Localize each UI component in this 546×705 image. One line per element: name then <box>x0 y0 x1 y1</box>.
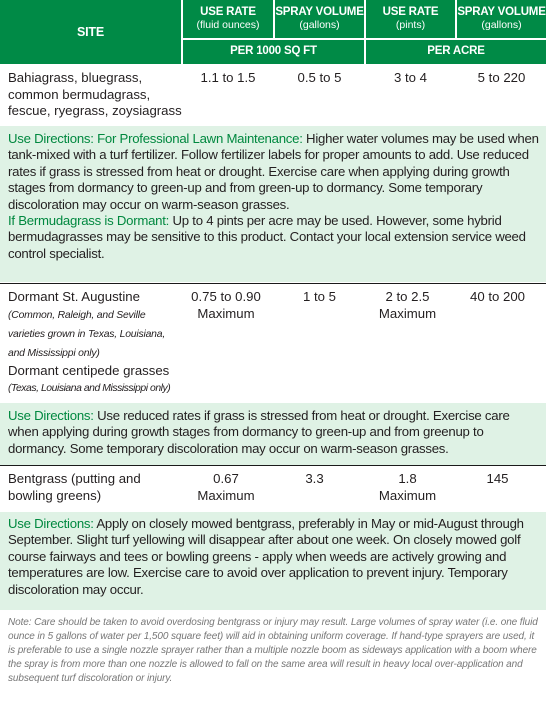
col-title: SPRAY VOLUME <box>275 6 364 18</box>
value-max: Maximum <box>378 487 437 503</box>
header-site <box>0 0 181 64</box>
col-sub: (fluid ounces) <box>196 19 260 31</box>
site-heading: SITE <box>77 25 104 39</box>
directions-label: Use Directions: <box>8 408 94 423</box>
col-title: USE RATE <box>382 6 439 18</box>
row-divider <box>0 283 546 284</box>
directions-3 <box>8 516 541 598</box>
site-line: common bermudagrass, <box>8 86 151 102</box>
row2-rate-pints <box>363 289 452 322</box>
row-divider <box>0 465 546 466</box>
group-label: PER ACRE <box>427 45 485 57</box>
footnote: Note: Care should be taken to avoid overdosing bentgrass or injury may result. Large volumes of spray water (i.e. one fluid ounce in 5 gallons of water per 1,500 square feet) will aid in obtaining uniform coverage. If hand-type sprayers are used, it is preferable to use a single nozzle sprayer rather than a multiple nozzle boom as sideways application with a boom where the spray is from more than one nozzle is allowed to fall on the same area will result in heavy local over-application and subsequent turf discoloration or injury. <box>8 617 538 684</box>
directions-text: Use reduced rates if grass is stressed from heat or drought. Exercise care when applying during growth stages from dormancy to green-up and from greenup to dormancy. Some temporary discoloration may occur on warm-season grasses. <box>8 408 510 456</box>
row2-site <box>8 289 186 398</box>
directions-text: Higher water volumes may be used when tank-mixed with a turf fertilizer. Follow fertilizer labels for proper amounts to add. Use reduced rates if grass is stressed from heat or drought. Exercise care when applying during growth stages from dormancy to green-up and from green-up to dormancy. Some temporary discoloration may occur on warm-season grasses. <box>8 131 539 212</box>
header-col-2 <box>275 0 364 38</box>
site-note: (Common, Raleigh, and Seville <box>8 309 146 321</box>
row2-volume-acre: 40 to 200 <box>470 289 525 304</box>
row1-volume-1000: 0.5 to 5 <box>297 70 342 85</box>
row1-rate-pints: 3 to 4 <box>394 70 427 85</box>
header-col-3 <box>366 0 455 38</box>
site-note: and Mississippi only) <box>8 347 100 359</box>
col-title: SPRAY VOLUME <box>457 6 546 18</box>
value-max: Maximum <box>378 305 437 321</box>
group-label: PER 1000 SQ FT <box>230 45 317 57</box>
row1-volume-acre: 5 to 220 <box>477 70 526 85</box>
row3-volume-1000: 3.3 <box>305 471 324 486</box>
row3-rate-oz <box>178 471 274 504</box>
row1-site <box>8 70 183 120</box>
directions-label: Use Directions: For Professional Lawn Maintenance: <box>8 131 303 146</box>
value-max: Maximum <box>197 305 255 321</box>
value-max: Maximum <box>197 487 255 503</box>
site-line: fescue, ryegrass, zoysiagrass <box>8 103 182 118</box>
value: 2 to 2.5 <box>385 289 430 304</box>
site-line: Bentgrass (putting and <box>8 471 141 486</box>
row1-rate-oz: 1.1 to 1.5 <box>200 70 256 85</box>
col-title: USE RATE <box>200 6 256 18</box>
value: 0.67 <box>213 471 239 486</box>
row3-rate-pints <box>363 471 452 504</box>
row2-rate-oz <box>178 289 274 322</box>
site-note: (Texas, Louisiana and Mississippi only) <box>8 383 171 394</box>
row3-site <box>8 471 183 504</box>
directions-1 <box>8 131 541 262</box>
site-line: bowling greens) <box>8 487 102 503</box>
dormant-text: Up to 4 pints per acre may be used. However, some hybrid bermudagrasses may be sensitive to this product. Contact your local extension service weed control specialist. <box>8 213 526 261</box>
header-col-4 <box>457 0 546 38</box>
dormant-label: If Bermudagrass is Dormant: <box>8 213 170 229</box>
directions-text: Apply on closely mowed bentgrass, preferably in May or mid-August through September. Slight turf yellowing will disappear after about one week. On closely mowed golf course fairways and tees or bowling greens - apply when weeds are actively growing and temperatures are low. Exercise care to avoid over application to prevent injury. Temporary discoloration may occur. <box>8 516 524 597</box>
site-line: Bahiagrass, bluegrass, <box>8 70 143 85</box>
value: 1.8 <box>398 471 417 486</box>
header-group-right <box>366 40 546 64</box>
header-col-1 <box>183 0 273 38</box>
site-line: Dormant centipede grasses <box>8 362 170 378</box>
col-sub: (gallons) <box>481 19 522 31</box>
value: 0.75 to 0.90 <box>191 289 261 304</box>
directions-2 <box>8 408 541 457</box>
row3-volume-acre: 145 <box>486 471 509 486</box>
site-line: Dormant St. Augustine <box>8 289 140 304</box>
directions-label: Use Directions: <box>8 516 94 531</box>
site-note: varieties grown in Texas, Louisiana, <box>8 328 166 340</box>
col-sub: (pints) <box>395 19 426 31</box>
row2-volume-1000: 1 to 5 <box>303 289 336 304</box>
col-sub: (gallons) <box>299 19 340 31</box>
header-group-left <box>183 40 364 64</box>
